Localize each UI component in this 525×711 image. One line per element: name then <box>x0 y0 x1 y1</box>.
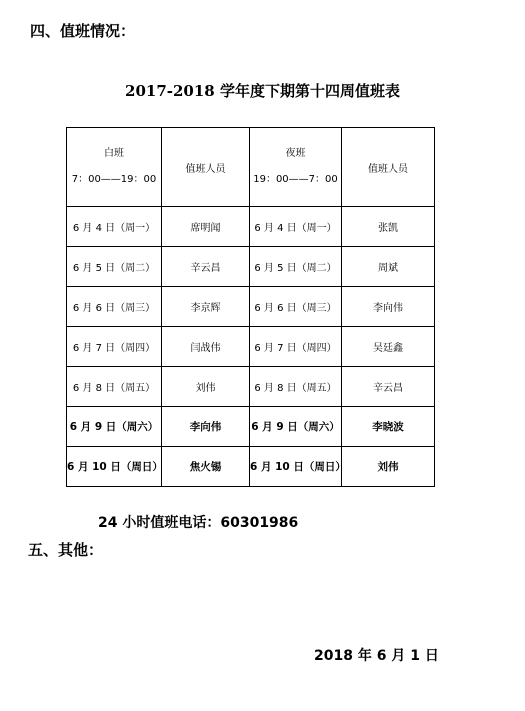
day-shift-header <box>67 128 162 207</box>
night-person-cell: 张凯 <box>342 207 435 247</box>
section-four-heading: 四、值班情况： <box>30 22 136 40</box>
night-person-cell: 辛云昌 <box>342 367 435 407</box>
night-person-cell: 李向伟 <box>342 287 435 327</box>
night-shift-header <box>250 128 342 207</box>
night-date-cell: 6 月 6 日（周三） <box>250 287 342 327</box>
section-five-heading: 五、其他： <box>28 541 104 559</box>
night-date-cell: 6 月 7 日（周四） <box>250 327 342 367</box>
night-staff-header: 值班人员 <box>342 128 435 207</box>
duty-table-title: 2017-2018 学年度下期第十四周值班表 <box>125 82 400 100</box>
night-date-cell: 6 月 5 日（周二） <box>250 247 342 287</box>
night-shift-time: 19：00——7：00 <box>253 174 338 185</box>
day-person-cell: 焦火锡 <box>162 447 250 487</box>
day-date-cell: 6 月 7 日（周四） <box>67 327 162 367</box>
day-date-cell: 6 月 8 日（周五） <box>67 367 162 407</box>
table-row <box>67 407 435 447</box>
document-date: 2018 年 6 月 1 日 <box>314 648 439 664</box>
night-shift-label: 夜班 <box>285 148 306 159</box>
table-row <box>67 207 435 247</box>
night-person-cell: 刘伟 <box>342 447 435 487</box>
day-person-cell: 辛云昌 <box>162 247 250 287</box>
night-person-cell: 周斌 <box>342 247 435 287</box>
day-person-cell: 席明闻 <box>162 207 250 247</box>
night-date-cell: 6 月 4 日（周一） <box>250 207 342 247</box>
night-person-cell: 吴廷鑫 <box>342 327 435 367</box>
table-row <box>67 287 435 327</box>
day-person-cell: 李向伟 <box>162 407 250 447</box>
day-person-cell: 刘伟 <box>162 367 250 407</box>
day-staff-header: 值班人员 <box>162 128 250 207</box>
day-person-cell: 闫战伟 <box>162 327 250 367</box>
day-date-cell: 6 月 5 日（周二） <box>67 247 162 287</box>
table-row <box>67 367 435 407</box>
night-date-cell: 6 月 10 日（周日） <box>250 447 342 487</box>
day-shift-label: 白班 <box>104 148 124 159</box>
duty-schedule-table <box>66 127 435 487</box>
night-date-cell: 6 月 9 日（周六） <box>250 407 342 447</box>
night-person-cell: 李晓波 <box>342 407 435 447</box>
night-date-cell: 6 月 8 日（周五） <box>250 367 342 407</box>
table-header-row <box>67 128 435 207</box>
table-row <box>67 247 435 287</box>
day-person-cell: 李京辉 <box>162 287 250 327</box>
table-row <box>67 447 435 487</box>
day-date-cell: 6 月 10 日（周日） <box>67 447 162 487</box>
day-date-cell: 6 月 9 日（周六） <box>67 407 162 447</box>
table-row <box>67 327 435 367</box>
day-shift-time: 7：00——19：00 <box>71 174 157 185</box>
duty-phone-line: 24 小时值班电话：60301986 <box>98 515 299 531</box>
day-date-cell: 6 月 6 日（周三） <box>67 287 162 327</box>
day-date-cell: 6 月 4 日（周一） <box>67 207 162 247</box>
